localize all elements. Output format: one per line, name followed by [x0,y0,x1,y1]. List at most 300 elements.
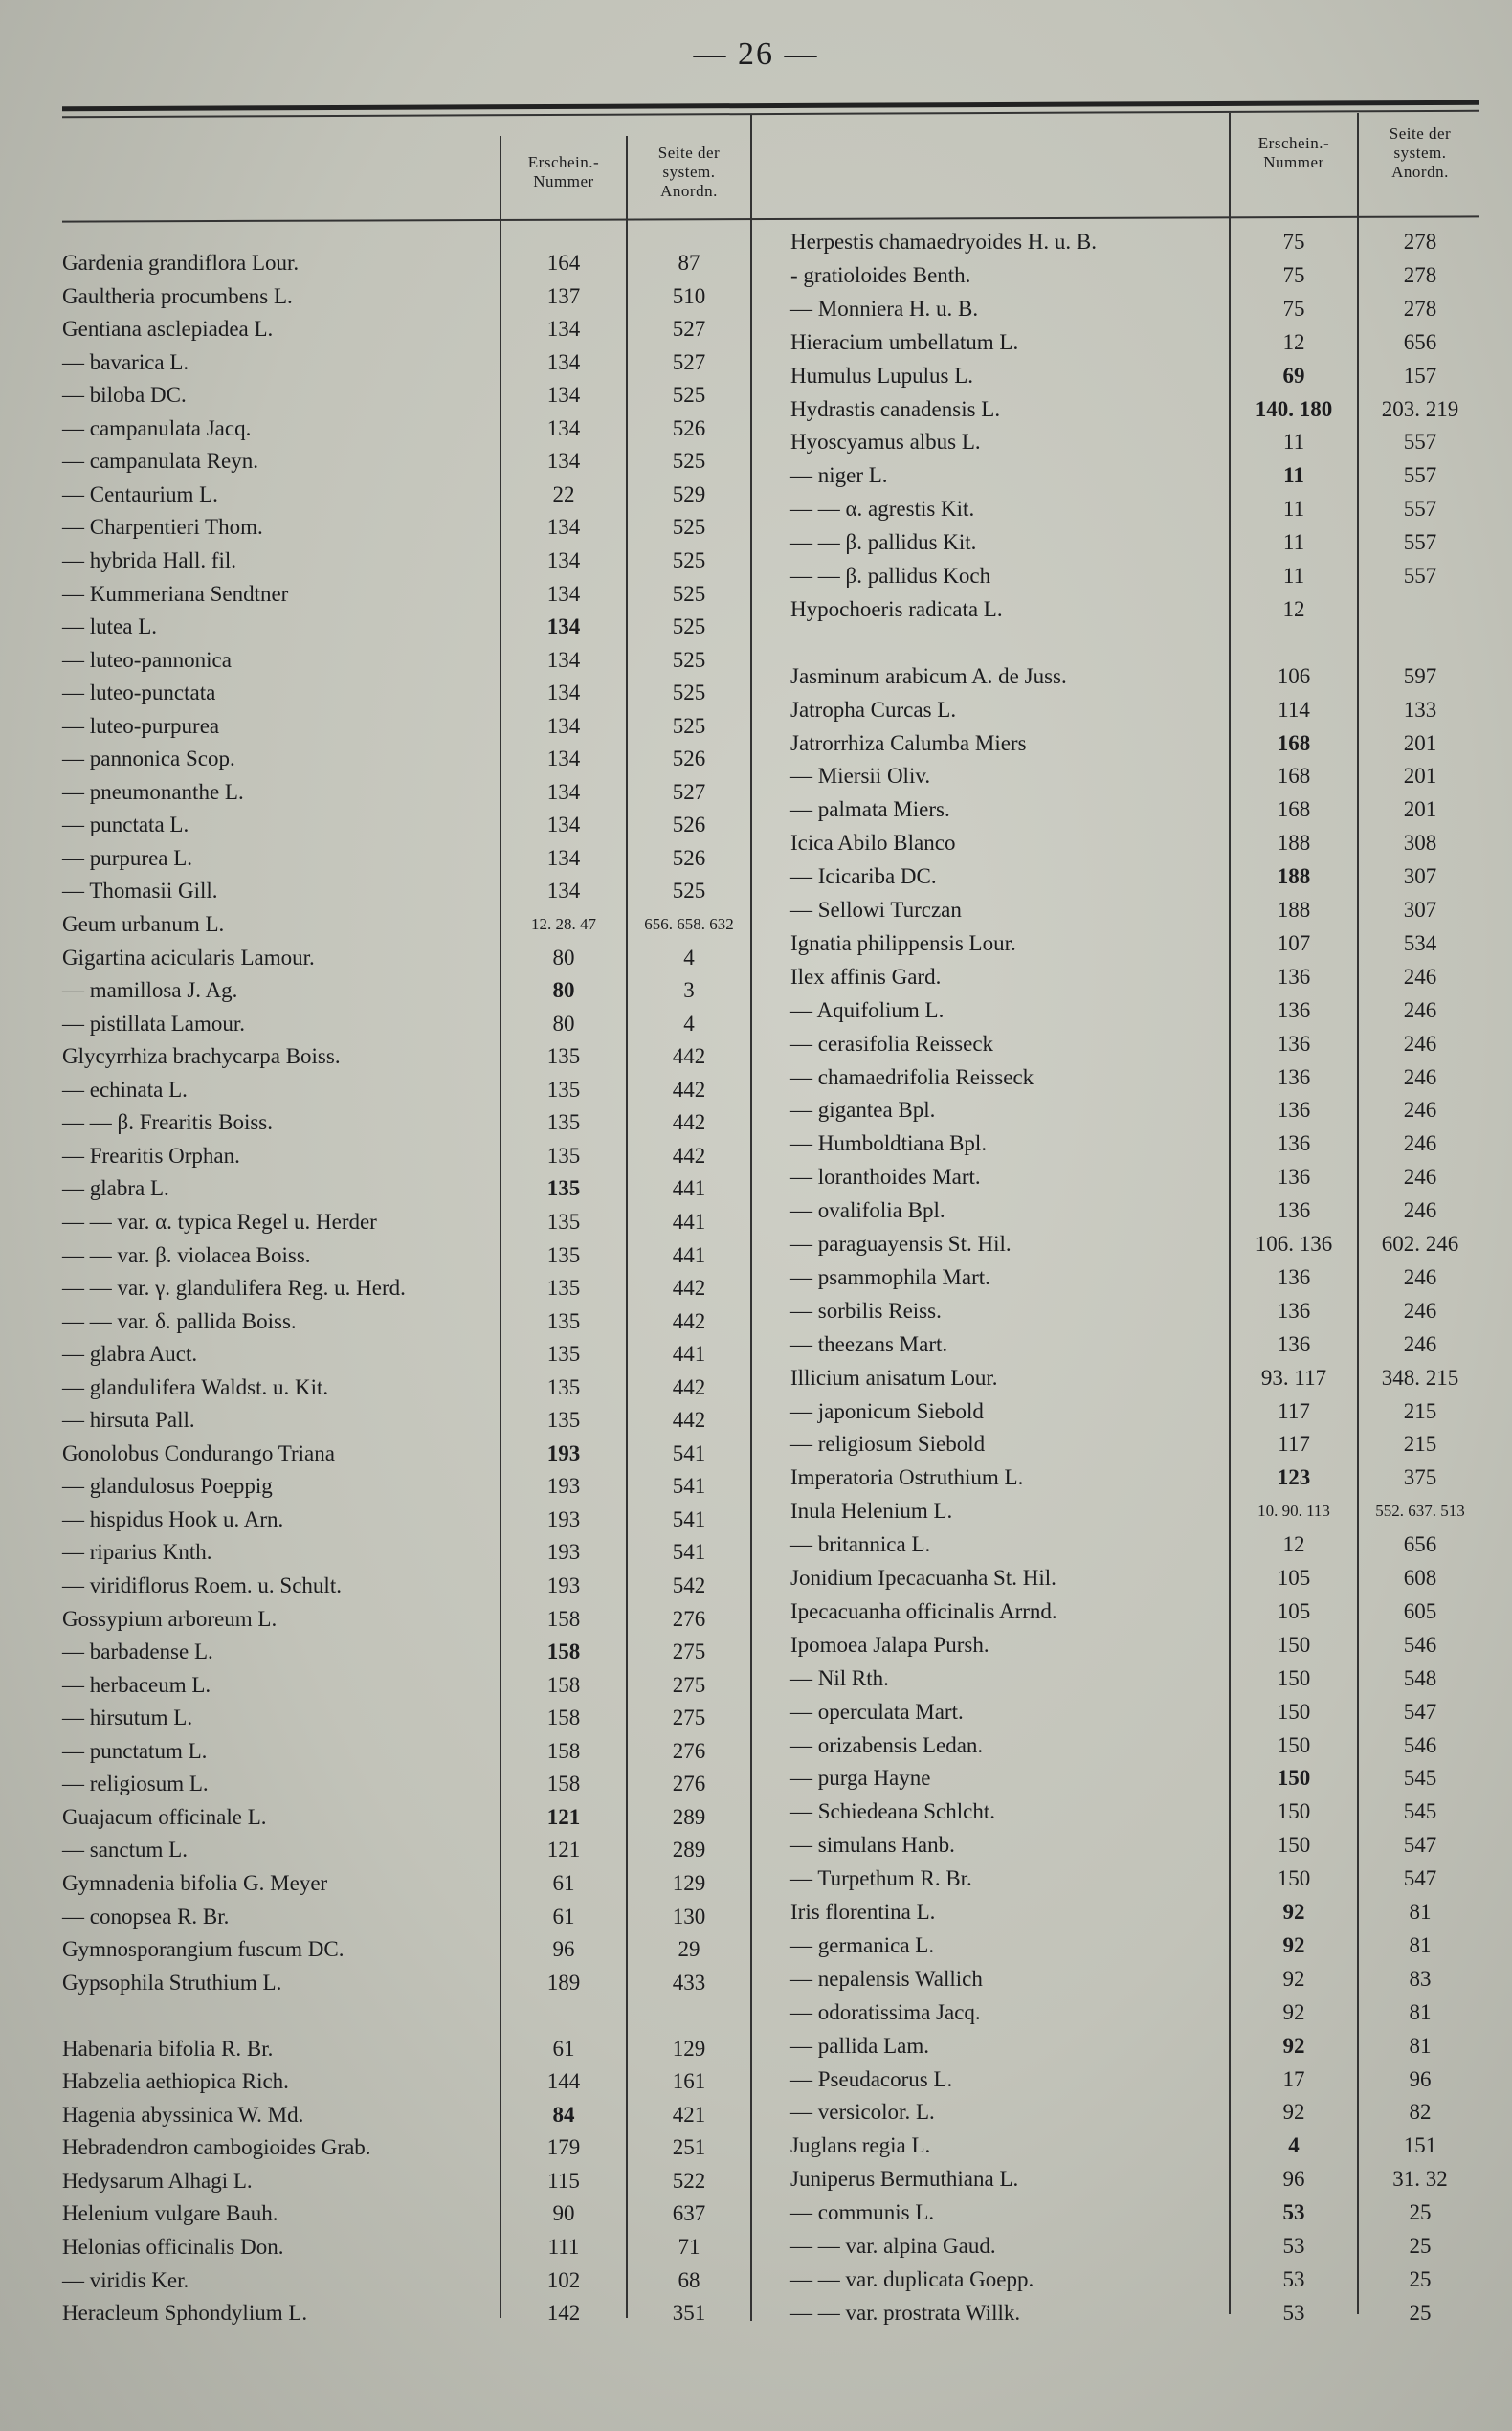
plant-name: — cerasifolia Reisseck [790,1031,994,1056]
issue-number: 61 [552,1870,575,1895]
plant-name: Gardenia grandiflora Lour. [62,251,300,275]
plant-name: — nepalensis Wallich [790,1966,983,1991]
issue-number: 92 [1282,2033,1305,2058]
index-row [62,280,750,313]
page-reference: 278 [1403,296,1437,321]
page-reference: 545 [1403,1799,1437,1824]
header-line: system. [662,163,716,181]
page-reference: 351 [672,2301,706,2326]
page-reference: 25 [1409,2266,1432,2291]
index-row [62,1206,750,1238]
issue-number: 134 [546,515,581,540]
plant-name: Inula Helenium L. [790,1499,953,1524]
page-reference: 348. 215 [1381,1365,1459,1390]
plant-name: — Aquifolium L. [790,997,945,1022]
page-reference: 527 [672,349,706,374]
page-reference: 275 [672,1672,706,1697]
index-row [790,1528,1481,1561]
page-reference: 545 [1403,1766,1437,1791]
page-reference: 546 [1403,1632,1437,1657]
issue-number: 111 [547,2235,580,2259]
plant-name: — sorbilis Reiss. [790,1298,942,1323]
issue-number: 135 [546,1176,581,1201]
plant-name: — hirsutum L. [62,1706,193,1730]
page-reference: 557 [1403,497,1437,522]
header-line: Seite der [657,144,721,162]
plant-name: Gaultheria procumbens L. [62,283,293,308]
index-row [62,1967,750,1999]
page-reference: 557 [1403,430,1437,455]
plant-name: Helenium vulgare Bauh. [62,2201,278,2226]
page-number: — 26 — [693,36,819,72]
plant-name: — — var. prostrata Willk. [790,2300,1021,2325]
index-row [790,1862,1481,1895]
plant-name: Gentiana asclepiadea L. [62,317,274,342]
index-row [62,1470,750,1503]
index-row [790,2130,1481,2162]
page-reference: 278 [1403,230,1437,254]
page-reference: 246 [1403,1131,1437,1156]
plant-name: — versicolor. L. [790,2100,935,2125]
index-row [790,2030,1481,2063]
page-reference: 246 [1403,1064,1437,1089]
left-page-header [628,144,750,201]
page-reference: 525 [672,581,706,606]
page-reference: 25 [1409,2200,1432,2225]
issue-number: 69 [1282,363,1305,388]
index-row [62,1106,750,1139]
issue-number: 134 [546,647,581,672]
page-reference: 251 [672,2135,706,2160]
plant-name: — biloba DC. [62,383,187,408]
issue-number: 136 [1277,997,1311,1022]
index-row [62,842,750,875]
issue-number: 136 [1277,1198,1311,1223]
page-reference: 307 [1403,864,1437,889]
index-row [62,1239,750,1272]
plant-name: — glabra L. [62,1176,169,1201]
issue-number: 102 [546,2267,581,2292]
index-row [62,1040,750,1073]
index-row [62,710,750,743]
plant-name: — pneumonanthe L. [62,779,244,804]
issue-number: 80 [552,978,575,1003]
plant-name: Gymnosporangium fuscum DC. [62,1937,345,1962]
index-row [62,379,750,412]
index-row [790,1295,1481,1327]
plant-name: — — β. pallidus Kit. [790,530,977,555]
page-reference: 525 [672,547,706,572]
index-row [790,1028,1481,1060]
index-row [790,827,1481,859]
page-reference: 4 [683,1011,695,1036]
index-row [62,2297,750,2330]
page-reference: 441 [672,1242,706,1267]
issue-number: 189 [546,1970,581,1995]
page-reference: 433 [672,1970,706,1995]
page-reference: 656 [1403,1532,1437,1557]
plant-name: — communis L. [790,2200,935,2225]
header-line: system. [1393,144,1447,162]
plant-name: — punctata L. [62,813,189,837]
plant-name: — gigantea Bpl. [790,1098,936,1123]
index-row [790,1929,1481,1962]
plant-name: — — var. alpina Gaud. [790,2234,996,2258]
plant-name: — palmata Miers. [790,797,950,822]
index-row [62,1603,750,1636]
page-reference: 510 [672,283,706,308]
page-reference: 527 [672,779,706,804]
plant-name: — pallida Lam. [790,2033,929,2058]
plant-name: Juniperus Bermuthiana L. [790,2167,1019,2192]
index-row [62,1636,750,1668]
issue-number: 135 [546,1044,581,1069]
index-row [62,776,750,809]
issue-number: 75 [1282,230,1305,254]
index-row [62,1074,750,1106]
issue-number: 105 [1277,1598,1311,1623]
plant-name: — britannica L. [790,1532,931,1557]
plant-name: Gigartina acicularis Lamour. [62,945,315,970]
issue-number: 150 [1277,1632,1311,1657]
page-reference: 81 [1409,2033,1432,2058]
page-reference: 442 [672,1374,706,1399]
index-row [790,1795,1481,1828]
page-reference: 548 [1403,1665,1437,1690]
page-reference: 552. 637. 513 [1375,1502,1465,1521]
issue-number: 134 [546,813,581,837]
page-reference: 526 [672,813,706,837]
issue-number: 135 [546,1342,581,1367]
page-reference: 275 [672,1706,706,1730]
plant-name: Humulus Lupulus L. [790,363,974,388]
page-reference: 421 [672,2102,706,2127]
index-row [62,2264,750,2297]
plant-name: — Kummeriana Sendtner [62,581,289,606]
issue-number: 115 [547,2168,580,2193]
page-reference: 133 [1403,697,1437,722]
issue-number: 93. 117 [1260,1365,1327,1390]
index-row [62,1901,750,1933]
issue-number: 158 [546,1639,581,1664]
plant-name: — theezans Mart. [790,1331,948,1356]
index-row [62,1008,750,1040]
plant-name: Gossypium arboreum L. [62,1606,278,1631]
index-row [790,259,1481,292]
plant-name: — odoratissima Jacq. [790,1999,981,2024]
page-reference: 526 [672,415,706,440]
index-row [790,627,1481,659]
page-reference: 525 [672,614,706,639]
issue-number: 142 [546,2301,581,2326]
page-reference: 442 [672,1077,706,1102]
plant-name: — echinata L. [62,1077,188,1102]
issue-number: 135 [546,1077,581,1102]
page-reference: 203. 219 [1381,396,1459,421]
right-page-header [1359,124,1481,182]
index-row [790,793,1481,826]
index-row [62,875,750,907]
issue-number: 136 [1277,1298,1311,1323]
index-row [790,1562,1481,1595]
page-reference: 201 [1403,730,1437,755]
index-row [62,644,750,677]
plant-name: Herpestis chamaedryoides H. u. B. [790,230,1098,254]
index-row [790,1428,1481,1461]
page-reference: 31. 32 [1392,2167,1448,2192]
plant-name: — viridiflorus Roem. u. Schult. [62,1573,342,1597]
issue-number: 92 [1282,1932,1305,1957]
index-row [62,1801,750,1834]
index-row [790,1362,1481,1394]
page-reference: 525 [672,680,706,705]
index-row [62,479,750,511]
issue-number: 92 [1282,1999,1305,2024]
plant-name: Habenaria bifolia R. Br. [62,2036,274,2061]
page-reference: 201 [1403,797,1437,822]
issue-number: 80 [552,945,575,970]
page-reference: 541 [672,1506,706,1531]
issue-number: 168 [1277,764,1311,789]
issue-number: 134 [546,747,581,771]
plant-name: — campanulata Reyn. [62,449,259,474]
index-row [790,459,1481,492]
page-reference: 534 [1403,930,1437,955]
index-row [62,1702,750,1734]
plant-name: — — var. duplicata Goepp. [790,2266,1034,2291]
issue-number: 121 [546,1804,581,1829]
plant-name: — loranthoides Mart. [790,1165,981,1190]
plant-name: Hebradendron cambogioides Grab. [62,2135,371,2160]
index-row [62,247,750,279]
plant-name: — chamaedrifolia Reisseck [790,1064,1034,1089]
page-reference: 246 [1403,1165,1437,1190]
issue-number: 158 [546,1606,581,1631]
index-row [62,1933,750,1966]
page-reference: 441 [672,1209,706,1234]
page-reference: 525 [672,647,706,672]
issue-number: 150 [1277,1866,1311,1891]
page-reference: 541 [672,1474,706,1499]
plant-name: — Centaurium L. [62,481,218,506]
issue-number: 158 [546,1772,581,1796]
index-row [62,908,750,941]
issue-number: 12 [1282,596,1305,621]
issue-number: 134 [546,845,581,870]
index-row [790,894,1481,926]
header-rule [62,215,1479,222]
plant-name: — religiosum L. [62,1772,209,1796]
issue-number: 134 [546,614,581,639]
page-reference: 25 [1409,2300,1432,2325]
plant-name: — pannonica Scop. [62,747,235,771]
plant-name: — Turpethum R. Br. [790,1866,972,1891]
index-row [62,2131,750,2164]
page-reference: 547 [1403,1866,1437,1891]
index-row [790,2197,1481,2229]
plant-name: Gymnadenia bifolia G. Meyer [62,1870,328,1895]
issue-number: 136 [1277,1064,1311,1089]
index-row [790,927,1481,960]
page-reference: 246 [1403,1298,1437,1323]
page-reference: 442 [672,1143,706,1168]
index-row [62,1438,750,1470]
header-line: Nummer [1263,153,1324,171]
page-reference: 656. 658. 632 [644,915,734,933]
index-row [62,2231,750,2264]
index-row [790,694,1481,726]
issue-number: 193 [546,1573,581,1597]
issue-number: 168 [1277,730,1311,755]
index-row [790,2163,1481,2196]
issue-number: 193 [546,1474,581,1499]
issue-number: 92 [1282,1900,1305,1924]
plant-name: — luteo-pannonica [62,647,232,672]
plant-name: — lutea L. [62,614,157,639]
index-row [62,1172,750,1205]
index-row [790,2230,1481,2263]
issue-number: 179 [546,2135,581,2160]
page-reference: 525 [672,515,706,540]
plant-name: — barbadense L. [62,1639,213,1664]
page-reference: 605 [1403,1598,1437,1623]
issue-number: 11 [1282,530,1305,555]
page-reference: 129 [672,2036,706,2061]
page-reference: 526 [672,747,706,771]
plant-name: — herbaceum L. [62,1672,211,1697]
index-row [790,493,1481,525]
issue-number: 134 [546,779,581,804]
plant-name: — — var. δ. pallida Boiss. [62,1308,297,1333]
issue-number: 12 [1282,329,1305,354]
plant-name: — Schiedeana Schlcht. [790,1799,995,1824]
index-row [790,1829,1481,1862]
index-row [790,1228,1481,1260]
plant-name: Gypsophila Struthium L. [62,1970,282,1995]
index-row [62,1570,750,1602]
plant-name: — — var. α. typica Regel u. Herder [62,1209,377,1234]
index-row [790,961,1481,993]
issue-number: 123 [1277,1465,1311,1490]
plant-name: — germanica L. [790,1932,935,1957]
issue-number: 144 [546,2069,581,2094]
issue-number: 134 [546,449,581,474]
plant-name: — conopsea R. Br. [62,1904,230,1929]
page-reference: 547 [1403,1699,1437,1724]
page-reference: 276 [672,1772,706,1796]
plant-name: — bavarica L. [62,349,189,374]
issue-number: 158 [546,1672,581,1697]
issue-number: 134 [546,415,581,440]
issue-number: 11 [1282,497,1305,522]
issue-number: 106 [1277,663,1311,688]
page-reference: 656 [1403,329,1437,354]
index-row [790,1729,1481,1762]
issue-number: 150 [1277,1766,1311,1791]
index-row [790,1328,1481,1361]
page-reference: 81 [1409,1932,1432,1957]
issue-number: 193 [546,1506,581,1531]
plant-name: Hedysarum Alhagi L. [62,2168,253,2193]
issue-number: 61 [552,1904,575,1929]
page-reference: 246 [1403,1198,1437,1223]
plant-name: Jasminum arabicum A. de Juss. [790,663,1067,688]
index-row [62,346,750,379]
issue-number: 135 [546,1242,581,1267]
index-row [790,860,1481,893]
plant-name: — japonicum Siebold [790,1398,984,1423]
header-line: Seite der [1389,124,1452,143]
plant-name: — pistillata Lamour. [62,1011,245,1036]
page-reference: 441 [672,1176,706,1201]
page-reference: 29 [678,1937,700,1962]
index-row [790,593,1481,626]
plant-name: Hagenia abyssinica W. Md. [62,2102,304,2127]
issue-number: 137 [546,283,581,308]
issue-number: 121 [546,1838,581,1862]
issue-number: 134 [546,879,581,903]
index-row [790,1495,1481,1528]
issue-number: 136 [1277,1131,1311,1156]
page-reference: 522 [672,2168,706,2193]
index-row [790,1395,1481,1428]
issue-number: 96 [1282,2167,1305,2192]
issue-number: 188 [1277,831,1311,856]
issue-number: 136 [1277,964,1311,989]
page-reference: 542 [672,1573,706,1597]
issue-number: 135 [546,1374,581,1399]
issue-number: 135 [546,1143,581,1168]
index-row [62,1504,750,1536]
plant-name: Helonias officinalis Don. [62,2235,284,2259]
plant-name: — glandulosus Poeppig [62,1474,273,1499]
plant-name: Jatropha Curcas L. [790,697,957,722]
page-reference: 375 [1403,1465,1437,1490]
plant-name: — Sellowi Turczan [790,898,962,922]
header-line: Nummer [533,172,594,190]
index-row [62,1305,750,1338]
issue-number: 136 [1277,1031,1311,1056]
issue-number: 134 [546,547,581,572]
issue-number: 11 [1283,463,1304,488]
left-num-header [501,153,626,191]
index-row [62,1372,750,1404]
issue-number: 11 [1282,564,1305,588]
issue-number: 150 [1277,1699,1311,1724]
index-row [62,511,750,544]
issue-number: 117 [1278,1432,1310,1457]
issue-number: 117 [1278,1398,1310,1423]
issue-number: 135 [546,1276,581,1301]
page-reference: 81 [1409,1900,1432,1924]
index-row [62,445,750,478]
plant-name: — Frearitis Orphan. [62,1143,240,1168]
index-row [62,578,750,611]
plant-name: Heracleum Sphondylium L. [62,2301,308,2326]
index-row [790,2264,1481,2296]
plant-name: Ilex affinis Gard. [790,964,942,989]
page-reference: 289 [672,1804,706,1829]
issue-number: 92 [1282,2100,1305,2125]
plant-name: Illicium anisatum Lour. [790,1365,998,1390]
plant-name: — campanulata Jacq. [62,415,252,440]
index-row [62,1669,750,1702]
issue-number: 136 [1277,1165,1311,1190]
index-row [62,1272,750,1305]
issue-number: 92 [1282,1966,1305,1991]
page-reference: 201 [1403,764,1437,789]
plant-name: — hispidus Hook u. Arn. [62,1506,284,1531]
